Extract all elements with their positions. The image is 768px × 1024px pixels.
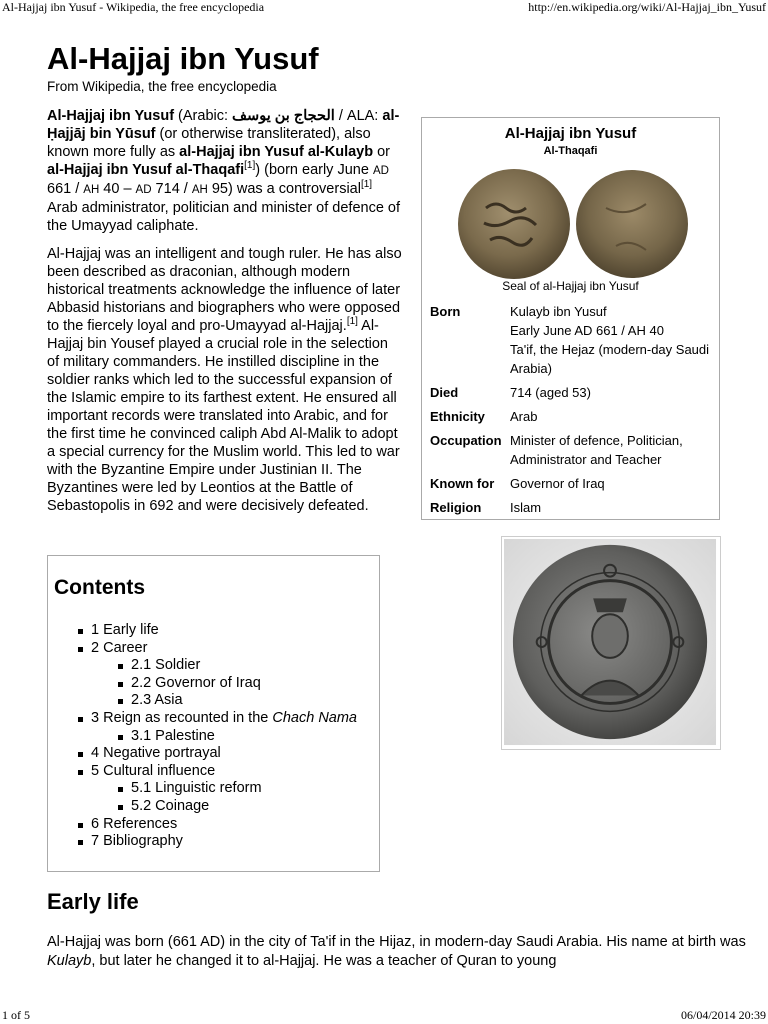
- infobox-value: Islam: [510, 500, 542, 515]
- early-life-paragraph: [47, 933, 747, 971]
- full-name-1: al-Hajjaj ibn Yusuf al-Kulayb: [179, 144, 374, 160]
- era-ad: AD: [135, 184, 152, 196]
- toc-subitem[interactable]: 2.1 Soldier: [118, 657, 357, 675]
- para-text: Al-Hajjaj was an intelligent and tough ruler. He has also been described as draconian, although modern historical treatments acknowledge the influence of later Abbasid historians and biographers who were opposed to the fiercely loyal and pro-Umayyad al-Hajjaj.: [47, 246, 402, 334]
- lead-paragraph-2: [47, 245, 404, 515]
- para-italic: Kulayb: [47, 953, 92, 969]
- ala-name: al-Ḥajjāj bin Yūsuf: [47, 108, 400, 142]
- infobox-value: Minister of defence, Politician, Administrator and Teacher: [510, 433, 683, 467]
- infobox-subtitle: Al-Thaqafi: [543, 145, 598, 157]
- infobox-table: [430, 301, 715, 521]
- infobox-value: Governor of Iraq: [510, 476, 605, 491]
- era-ah: AH: [83, 184, 100, 196]
- intro-text: 95) was a controversial: [207, 181, 361, 197]
- citation-link[interactable]: [1]: [360, 179, 373, 191]
- print-header-title: Al-Hajjaj ibn Yusuf - Wikipedia, the free encyclopedia: [2, 0, 265, 14]
- toc-subitem[interactable]: 5.2 Coinage: [118, 798, 357, 816]
- lead-section: [47, 107, 404, 525]
- coin-image-frame[interactable]: [501, 536, 721, 750]
- seal-caption: Seal of al-Hajjaj ibn Yusuf: [502, 279, 639, 293]
- intro-text: or: [373, 144, 391, 160]
- infobox-row: [430, 301, 715, 382]
- infobox-value: Arab: [510, 409, 538, 424]
- para-text: , but later he changed it to al-Hajjaj. He was a teacher of Quran to young: [91, 953, 557, 969]
- print-header: [0, 0, 768, 16]
- print-footer: [0, 1008, 768, 1024]
- intro-name: Al-Hajjaj ibn Yusuf: [47, 108, 175, 124]
- toc-subitem[interactable]: 5.1 Linguistic reform: [118, 780, 357, 798]
- para-text: Al-Hajjaj was born (661 AD) in the city of Ta'if in the Hijaz, in modern-day Saudi Arabia. His name at birth was: [47, 934, 746, 950]
- from-wikipedia-tagline: From Wikipedia, the free encyclopedia: [47, 79, 277, 94]
- toc-subitem[interactable]: 2.2 Governor of Iraq: [118, 675, 357, 693]
- toc-item-label: 4 Negative portrayal: [91, 745, 221, 762]
- era-ad: AD: [372, 165, 389, 177]
- arabic-name: الحجاج بن يوسف: [232, 108, 335, 124]
- infobox-label: Occupation: [430, 433, 502, 448]
- intro-text: Arab administrator, politician and minister of defence of the Umayyad caliphate.: [47, 200, 401, 234]
- intro-text: (Arabic:: [174, 108, 233, 124]
- infobox-row: [430, 473, 715, 497]
- toc-item[interactable]: [78, 622, 357, 640]
- toc-item[interactable]: [78, 816, 357, 834]
- toc-subitem[interactable]: 3.1 Palestine: [118, 728, 357, 746]
- intro-text: (or otherwise transliterated), also known more fully as: [47, 126, 371, 160]
- article: [47, 40, 746, 969]
- intro-text: 40 –: [99, 181, 136, 197]
- toc-item[interactable]: [78, 833, 357, 851]
- toc-item[interactable]: [78, 710, 357, 728]
- infobox-value: Kulayb ibn Yusuf Early June AD 661 / AH 40 Ta'if, the Hejaz (modern-day Saudi Arabia): [510, 304, 710, 376]
- toc-subitem[interactable]: 2.3 Asia: [118, 692, 357, 710]
- intro-text: 714 /: [151, 181, 192, 197]
- page-count: 1 of 5: [2, 1008, 30, 1022]
- table-of-contents: [47, 555, 380, 872]
- infobox-row: [430, 430, 715, 473]
- infobox-row: [430, 406, 715, 430]
- infobox-title: Al-Hajjaj ibn Yusuf: [504, 125, 637, 142]
- infobox: [421, 117, 720, 520]
- citation-link[interactable]: [1]: [346, 316, 358, 328]
- infobox-label: Ethnicity: [430, 409, 485, 424]
- toc-item[interactable]: [78, 640, 357, 658]
- intro-text: / ALA:: [334, 108, 379, 124]
- toc-item-label: 7 Bibliography: [91, 833, 183, 850]
- infobox-label: Born: [430, 304, 461, 319]
- infobox-label: Died: [430, 385, 459, 400]
- infobox-label: Known for: [430, 476, 495, 491]
- full-name-2: al-Hajjaj ibn Yusuf al-Thaqafi: [47, 162, 245, 178]
- intro-text: ) (born early June: [255, 162, 373, 178]
- infobox-label: Religion: [430, 500, 482, 515]
- seal-image[interactable]: [456, 168, 689, 280]
- infobox-row: [430, 497, 715, 521]
- print-date: 06/04/2014 20:39: [680, 1008, 766, 1022]
- section-heading-early-life: Early life: [47, 889, 139, 914]
- toc-item[interactable]: [78, 745, 357, 763]
- toc-item-label-italic: Chach Nama: [272, 709, 357, 726]
- toc-item-label: 5 Cultural influence: [91, 762, 216, 779]
- toc-item-label: 3 Reign as recounted in the: [91, 709, 273, 726]
- coin-image: [502, 537, 720, 749]
- toc-item-label: 6 References: [91, 815, 178, 832]
- toc-list: [78, 622, 357, 851]
- toc-item[interactable]: [78, 763, 357, 781]
- citation-link[interactable]: [1]: [244, 160, 256, 172]
- infobox-row: [430, 382, 715, 406]
- print-header-url: http://en.wikipedia.org/wiki/Al-Hajjaj_ibn_Yusuf: [528, 0, 766, 14]
- toc-item-label: 1 Early life: [91, 622, 159, 638]
- era-ah: AH: [191, 184, 208, 196]
- para-text: Al-Hajjaj bin Yousef played a crucial role in the selection of military commanders. He instilled discipline in the soldier ranks which led to the successful expansion of the Islamic empire to its farthest extent. He ensured all important records were translated into Arabic, and for the first time he convinced caliph Abd Al-Malik to adopt a special currency for the Muslim world. This led to war with the Byzantine Empire under Justinian II. The Byzantines were led by Leontios at the Battle of Sebastopolis in 692 and were decisively defeated.: [47, 318, 400, 514]
- intro-paragraph: [47, 107, 404, 235]
- intro-text: 661 /: [47, 181, 84, 197]
- toc-title: Contents: [54, 576, 145, 599]
- infobox-value: 714 (aged 53): [510, 385, 591, 400]
- toc-item-label: 2 Career: [91, 639, 148, 656]
- page-title: Al-Hajjaj ibn Yusuf: [47, 41, 319, 76]
